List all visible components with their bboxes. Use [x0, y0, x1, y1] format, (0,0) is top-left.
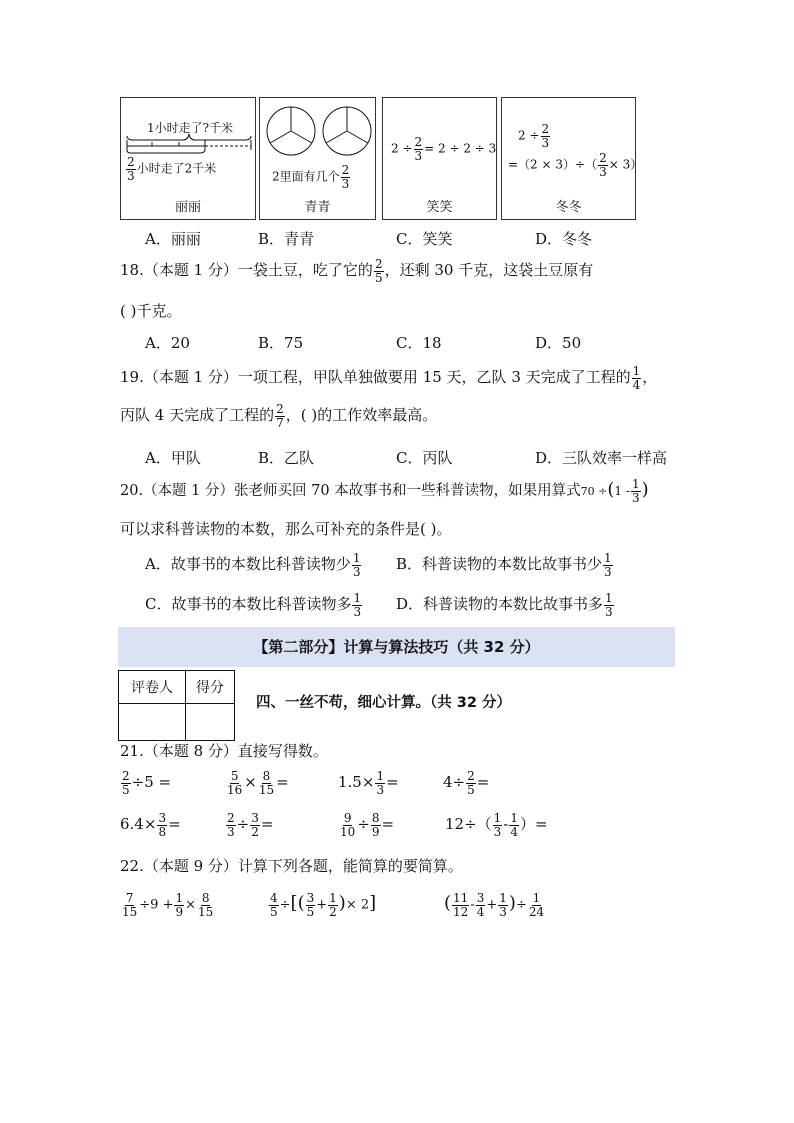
- fraction: $\frac{1}{3}$: [376, 769, 385, 797]
- q20-stem-line1: 20.（本题 1 分）张老师买回 70 本故事书和一些科普读物，如果用算式70 ÷(1 - $\frac{1}{3}$ ): [120, 477, 649, 505]
- fraction: $\frac{9}{10}$: [340, 811, 356, 839]
- fraction: $\frac{3}{2}$: [251, 811, 259, 839]
- q21-item-d: 4÷ $\frac{2}{5}$ =: [443, 769, 490, 797]
- q21-item-b: $\frac{5}{16}$ × $\frac{8}{15}$ =: [227, 769, 289, 797]
- fraction: $\frac{8}{9}$: [371, 811, 380, 839]
- fraction: $\frac{1}{9}$: [175, 891, 184, 919]
- line-segment-diagram: [125, 132, 253, 154]
- fraction: $\frac{2}{7}$: [276, 402, 284, 430]
- q21-item-c: 1.5× $\frac{1}{3}$ =: [338, 769, 399, 797]
- q22-expr-2: $\frac{4}{5}$ ÷[( $\frac{3}{5}$ + $\frac{1}{2}$ )× 2]: [270, 891, 377, 919]
- q19-option-a[interactable]: A．甲队: [145, 449, 201, 467]
- fraction: $\frac{4}{5}$: [270, 891, 278, 919]
- fraction: $\frac{2}{5}$: [374, 257, 383, 285]
- q19-stem-line1: 19.（本题 1 分）一项工程，甲队单独做要用 15 天，乙队 3 天完成了工程的 $\frac{1}{4}$ ，: [120, 364, 658, 392]
- fraction: $\frac{1}{3}$: [631, 477, 640, 505]
- q18-option-d[interactable]: D．50: [535, 334, 582, 352]
- fraction: $\frac{1}{3}$: [499, 891, 507, 919]
- fraction: $\frac{1}{4}$: [510, 811, 519, 839]
- figure-caption: 冬冬: [555, 200, 582, 215]
- grader-cell[interactable]: [119, 704, 186, 741]
- figure-caption: 笑笑: [426, 200, 453, 215]
- fraction: $\frac{2}{3}$: [127, 155, 135, 183]
- q17-option-c[interactable]: C．笑笑: [396, 230, 453, 248]
- section2-banner: 【第二部分】计算与算法技巧（共 32 分）: [118, 627, 675, 667]
- q20-option-d[interactable]: D．科普读物的本数比故事书多 $\frac{1}{3}$: [396, 591, 613, 619]
- fraction: $\frac{1}{3}$: [605, 591, 613, 619]
- q18-option-b[interactable]: B．75: [258, 334, 304, 352]
- q21-item-h: 12÷（ $\frac{1}{3}$ - $\frac{1}{4}$ ）=: [445, 811, 548, 839]
- figure-dongdong: [501, 97, 643, 220]
- q21-item-a: $\frac{2}{5}$ ÷5 =: [122, 769, 172, 797]
- figure-xiaoxiao: [382, 97, 497, 220]
- fraction: $\frac{2}{3}$: [227, 811, 235, 839]
- fraction: $\frac{8}{15}$: [258, 769, 275, 797]
- fraction: $\frac{2}{3}$: [341, 163, 350, 191]
- q20-option-c[interactable]: C．故事书的本数比科普读物多 $\frac{1}{3}$: [145, 591, 362, 619]
- q18-stem: 18.（本题 1 分）一袋土豆，吃了它的 $\frac{2}{5}$ ，还剩 30 千克，这袋土豆原有: [120, 257, 594, 285]
- figure-qingqing-label: 2里面有几个 $\frac{2}{3}$: [272, 163, 350, 191]
- q22-title: 22.（本题 9 分）计算下列各题，能简算的要简算。: [120, 857, 463, 875]
- fraction: $\frac{11}{12}$: [453, 891, 469, 919]
- q19-option-d[interactable]: D．三队效率一样高: [535, 449, 668, 467]
- fraction: $\frac{1}{3}$: [604, 551, 612, 579]
- figure-xiaoxiao-expr: 2 ÷ $\frac{2}{3}$ = 2 ÷ 2 ÷ 3: [391, 135, 497, 163]
- figure-lili-top-label: 1小时走了?千米: [147, 121, 234, 135]
- q17-option-d[interactable]: D．冬冬: [535, 230, 593, 248]
- fraction: $\frac{2}{5}$: [467, 769, 475, 797]
- figure-caption: 青青: [304, 200, 331, 215]
- circle-diagram: [264, 104, 374, 158]
- q17-option-a[interactable]: A．丽丽: [145, 230, 201, 248]
- fraction: $\frac{2}{3}$: [414, 135, 423, 163]
- figure-dongdong-expr-bottom: =（2 × 3）÷（ $\frac{2}{3}$ × 3）: [508, 151, 643, 179]
- q21-item-g: $\frac{9}{10}$ ÷ $\frac{8}{9}$ =: [340, 811, 395, 839]
- q21-item-f: $\frac{2}{3}$ ÷ $\frac{3}{2}$ =: [227, 811, 274, 839]
- fraction: $\frac{2}{5}$: [122, 769, 130, 797]
- fraction: $\frac{3}{4}$: [476, 891, 485, 919]
- q20-option-a[interactable]: A．故事书的本数比科普读物少 $\frac{1}{3}$: [145, 551, 361, 579]
- fraction: $\frac{1}{24}$: [528, 891, 545, 919]
- q22-expr-3: ( $\frac{11}{12}$ - $\frac{3}{4}$ + $\frac{1}{3}$ )÷ $\frac{1}{24}$: [444, 891, 545, 919]
- q19-option-b[interactable]: B．乙队: [258, 449, 315, 467]
- score-cell[interactable]: [186, 704, 235, 741]
- q18-option-a[interactable]: A．20: [145, 334, 190, 352]
- q20-stem-line2: 可以求科普读物的本数，那么可补充的条件是( )。: [120, 520, 452, 538]
- figure-qingqing: [259, 97, 376, 220]
- fraction: $\frac{1}{3}$: [352, 551, 361, 579]
- q19-stem-line2: 丙队 4 天完成了工程的 $\frac{2}{7}$ ，( )的工作效率最高。: [120, 402, 438, 430]
- q18-option-c[interactable]: C．18: [396, 334, 442, 352]
- q21-title: 21.（本题 8 分）直接写得数。: [120, 742, 328, 760]
- part4-title: 四、一丝不苟，细心计算。（共 32 分）: [256, 695, 512, 711]
- fraction: $\frac{1}{3}$: [493, 811, 502, 839]
- fraction: $\frac{2}{3}$: [541, 122, 550, 150]
- fraction: $\frac{2}{3}$: [599, 151, 607, 179]
- grader-header: 评卷人: [119, 671, 186, 704]
- fraction: $\frac{7}{15}$: [122, 891, 138, 919]
- fraction: $\frac{5}{16}$: [227, 769, 243, 797]
- figure-dongdong-expr-top: 2 ÷ $\frac{2}{3}$: [518, 122, 550, 150]
- fraction: $\frac{8}{15}$: [198, 891, 214, 919]
- q18-blank-line: ( )千克。: [120, 302, 182, 320]
- figure-lili: [120, 97, 256, 220]
- fraction: $\frac{1}{2}$: [329, 891, 337, 919]
- q21-item-e: 6.4× $\frac{3}{8}$ =: [120, 811, 181, 839]
- fraction: $\frac{3}{5}$: [306, 891, 315, 919]
- q17-option-b[interactable]: B．青青: [258, 230, 315, 248]
- q19-option-c[interactable]: C．丙队: [396, 449, 453, 467]
- fraction: $\frac{1}{3}$: [353, 591, 362, 619]
- q20-option-b[interactable]: B．科普读物的本数比故事书少 $\frac{1}{3}$: [396, 551, 612, 579]
- fraction: $\frac{1}{4}$: [632, 364, 641, 392]
- score-header: 得分: [186, 671, 235, 704]
- q22-expr-1: $\frac{7}{15}$ ÷9 + $\frac{1}{9}$ × $\frac{8}{15}$: [122, 891, 214, 919]
- fraction: $\frac{3}{8}$: [158, 811, 167, 839]
- figure-caption: 丽丽: [174, 200, 201, 215]
- figure-lili-bottom-label: $\frac{2}{3}$ 小时走了2千米: [127, 155, 217, 183]
- score-table: [118, 670, 235, 741]
